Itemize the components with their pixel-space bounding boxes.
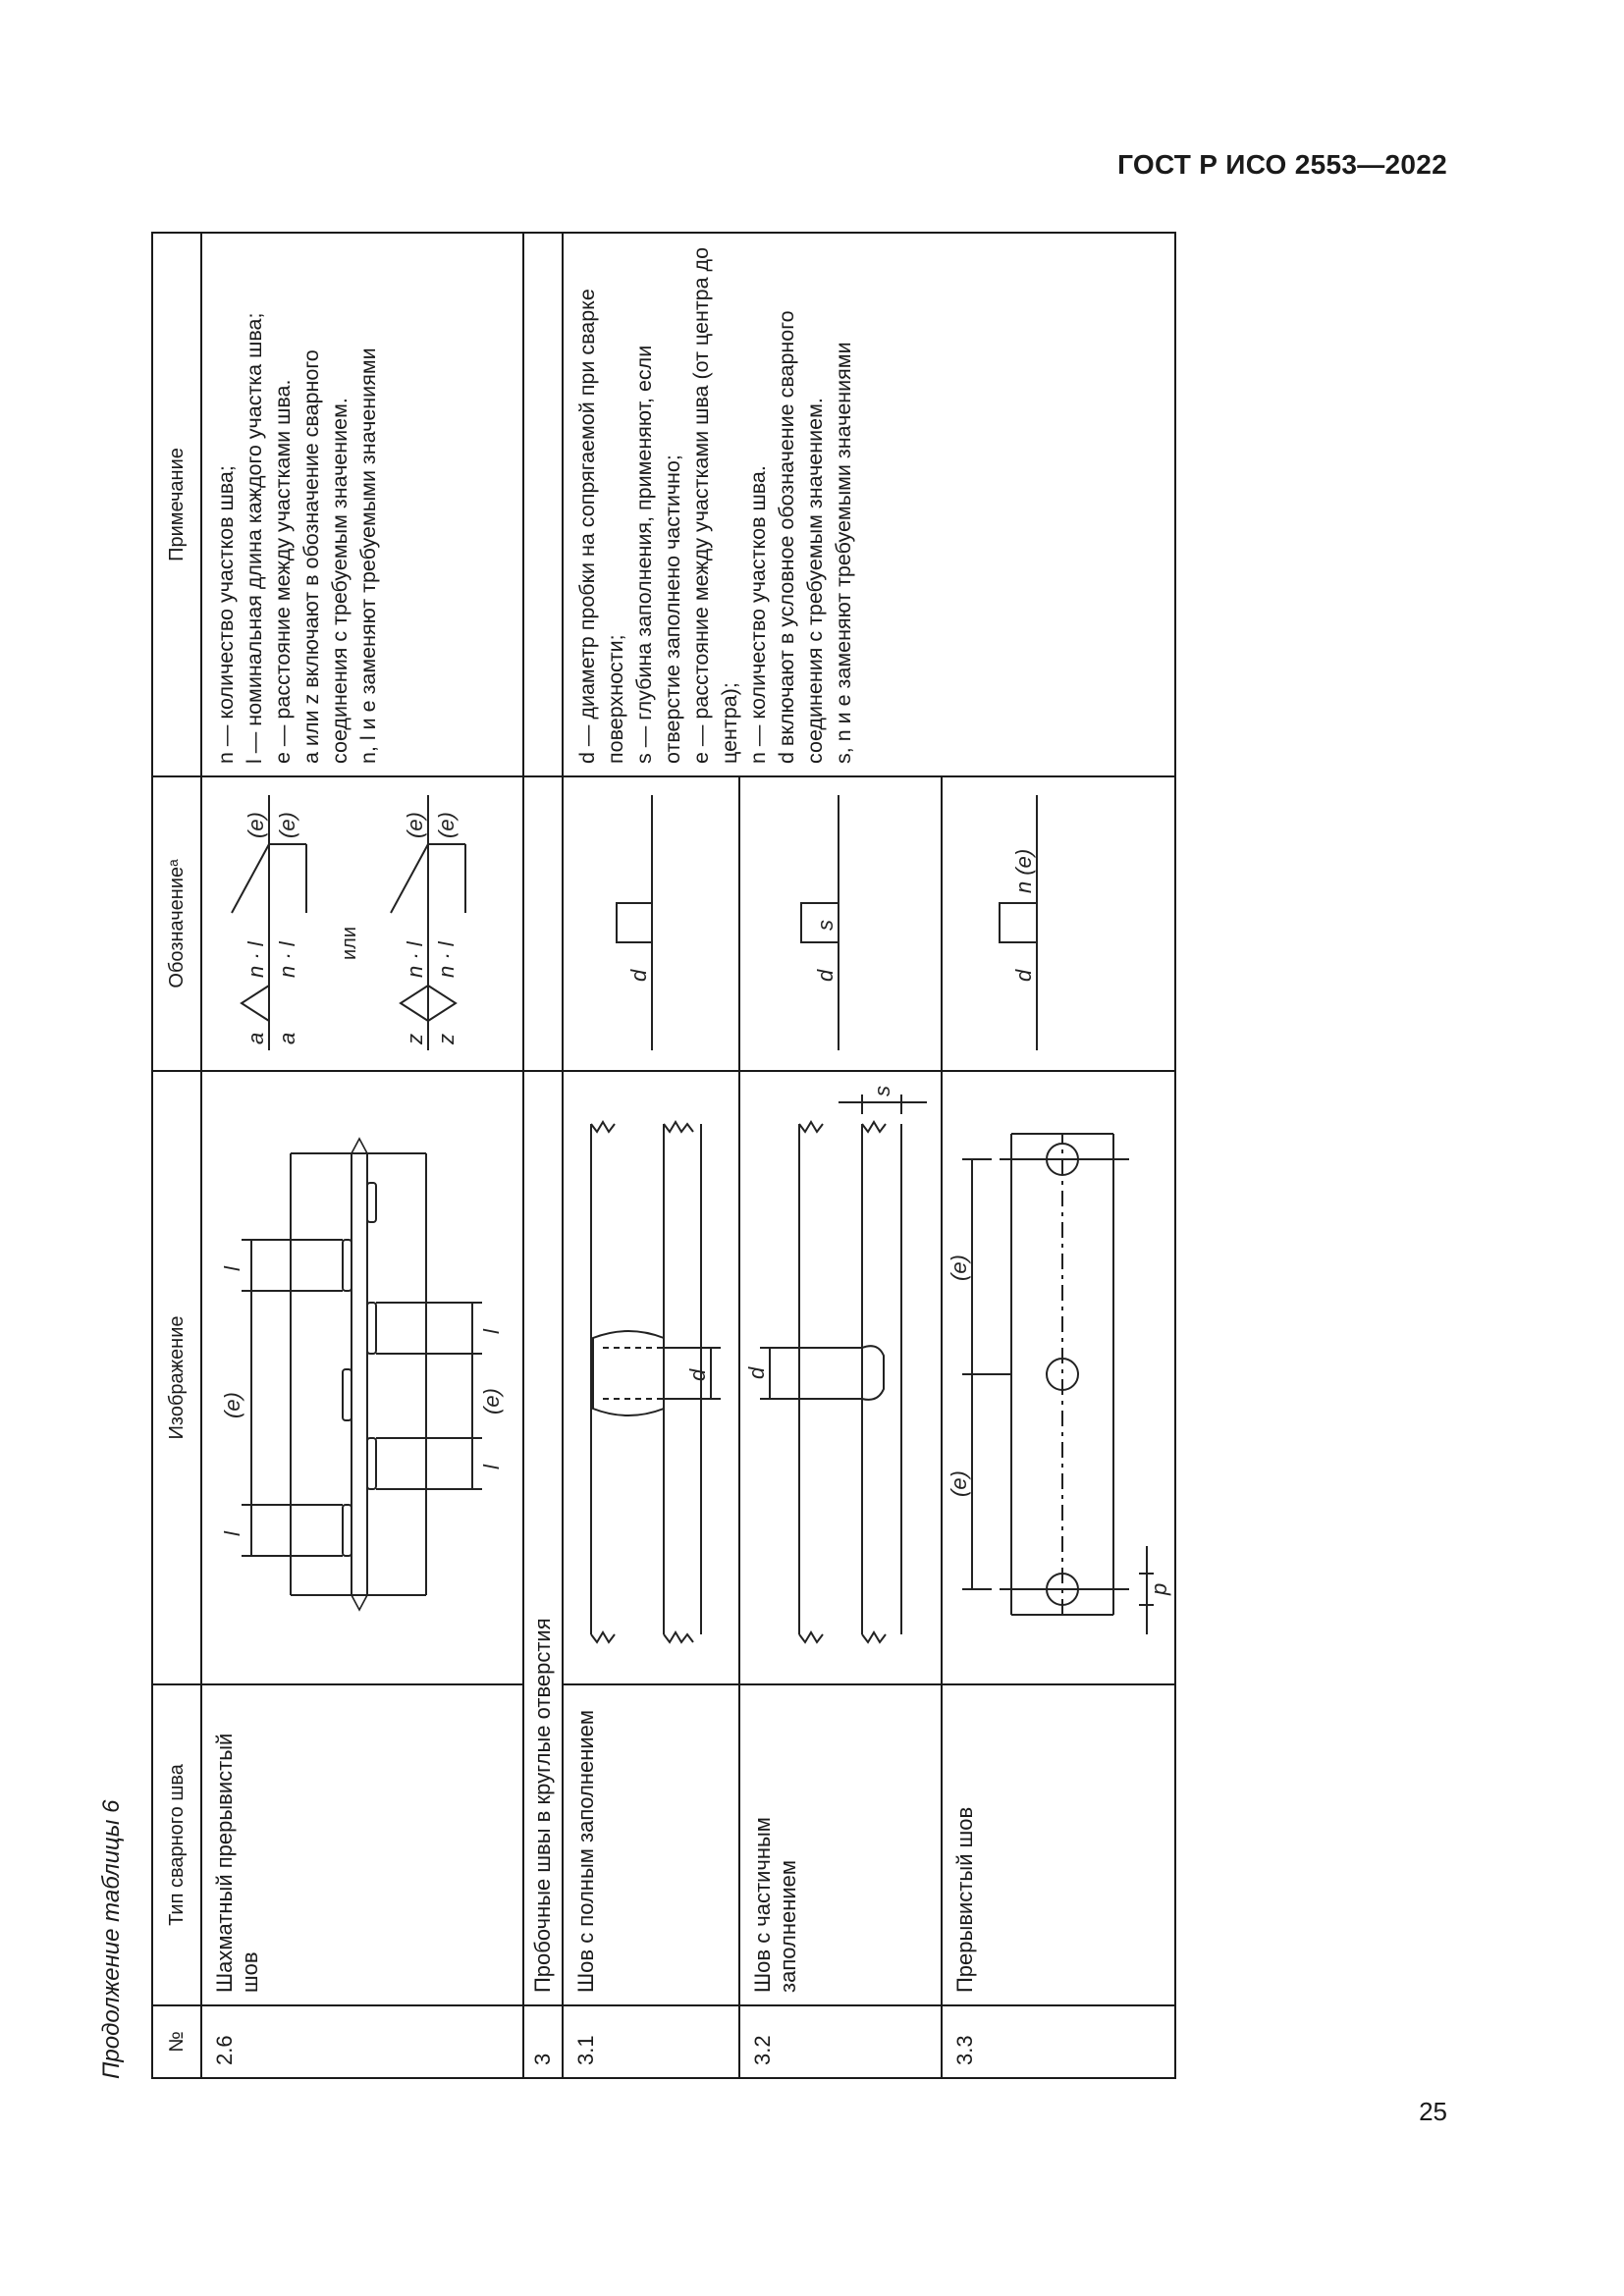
image-cell [563,1071,739,1684]
image-cell [942,1071,1175,1684]
sym-d: d [626,969,651,982]
weld-type: Шахматный прерывистый шов [201,1684,523,2005]
dim-label-e: (e) [479,1388,504,1415]
image-cell [201,1071,523,1684]
dim-label-s: s [870,1086,894,1096]
note-line: s — глубина заполнения, применяют, если отверстие заполнено частично; [632,345,684,764]
dim-label-e: (e) [947,1470,971,1497]
sym-s: s [813,920,838,931]
weld-type: Шов с частичным заполнением [739,1684,942,2005]
sym-d: d [1011,969,1036,982]
col-notes: Примечание [152,233,201,776]
dim-label-d: d [685,1368,710,1381]
table-caption: Продолжение таблицы 6 [98,1799,125,2079]
dim-label-l: l [220,1531,244,1536]
section-row [523,233,563,2078]
note-line: a или z включают в обозначение сварного соединения с требуемым значением. [299,349,352,764]
partial-plug-weld-symbol [740,775,935,1070]
partial-plug-weld-drawing [740,1070,935,1683]
rotated-table-page [98,234,1198,2079]
note-line: d — диаметр пробки на сопрягаемой при сварке поверхности; [575,289,627,764]
notes-cell [201,233,523,776]
sym-nl: n · l [275,941,299,978]
sym-nl: n · l [403,941,427,978]
row-number: 3 [523,2005,563,2078]
col-type: Тип сварного шва [152,1684,201,2005]
note-line: s, n и e заменяют требуемыми значениями [832,342,855,764]
dim-label-e: (e) [947,1255,971,1281]
sym-a: a [244,1032,268,1044]
row-number: 2.6 [201,2005,523,2078]
weld-table [151,232,1176,2079]
symbol-cell [739,776,942,1071]
symbol-cell [201,776,523,1071]
sym-nl: n · l [244,941,268,978]
dim-label-p: p [1147,1582,1171,1595]
note-line: n — количество участков шва. [746,465,770,764]
image-cell [739,1071,942,1684]
dim-label-l: l [220,1266,244,1271]
document-code: ГОСТ Р ИСО 2553—2022 [1117,149,1447,180]
symbol-cell [563,776,739,1071]
table-row [201,233,523,2078]
page-number: 25 [1419,2097,1447,2126]
weld-type: Прерывистый шов [942,1684,1175,2005]
note-line: e — расстояние между участками шва. [271,379,295,764]
dim-label-l: l [479,1465,504,1469]
sym-nl: n · l [434,941,459,978]
sym-e: (e) [434,812,459,838]
row-number: 3.2 [739,2005,942,2078]
header-row [152,233,201,2078]
col-symbol: Обозначениеᵃ [152,776,201,1071]
col-image: Изображение [152,1071,201,1684]
sym-e: (e) [244,812,268,838]
sym-z: z [434,1034,459,1044]
intermittent-plug-weld-drawing [943,1070,1171,1683]
symbol-cell [942,776,1175,1071]
col-number: № [152,2005,201,2078]
staggered-weld-drawing [202,1070,516,1683]
dim-label-l: l [479,1329,504,1334]
dim-label-e: (e) [220,1392,244,1418]
sym-or: или [339,926,360,960]
staggered-weld-symbol [202,775,516,1070]
note-line: n — количество участков шва; [214,465,238,764]
section-title: Пробочные швы в круглые отверстия [523,1071,563,2005]
note-line: e — расстояние между участками шва (от центра до центра); [689,246,741,764]
dim-label-d: d [744,1366,769,1379]
sym-z: z [403,1034,427,1044]
sym-d: d [813,969,838,982]
empty-cell [523,233,563,776]
note-line: n, l и e заменяют требуемыми значениями [356,347,380,764]
intermittent-plug-weld-symbol [943,775,1168,1070]
weld-type: Шов с полным заполнением [563,1684,739,2005]
notes-cell [563,233,1175,776]
sym-ne: n (e) [1011,848,1036,893]
note-line: d включают в условное обозначение сварного соединения с требуемым значением. [775,310,827,764]
note-line: l — номинальная длина каждого участка шва; [243,312,266,764]
table-row [563,233,739,2078]
sym-e: (e) [275,812,299,838]
full-plug-weld-symbol [564,775,732,1070]
full-plug-weld-drawing [564,1070,732,1683]
sym-e: (e) [403,812,427,838]
row-number: 3.1 [563,2005,739,2078]
row-number: 3.3 [942,2005,1175,2078]
sym-a: a [275,1032,299,1044]
empty-cell [523,776,563,1071]
